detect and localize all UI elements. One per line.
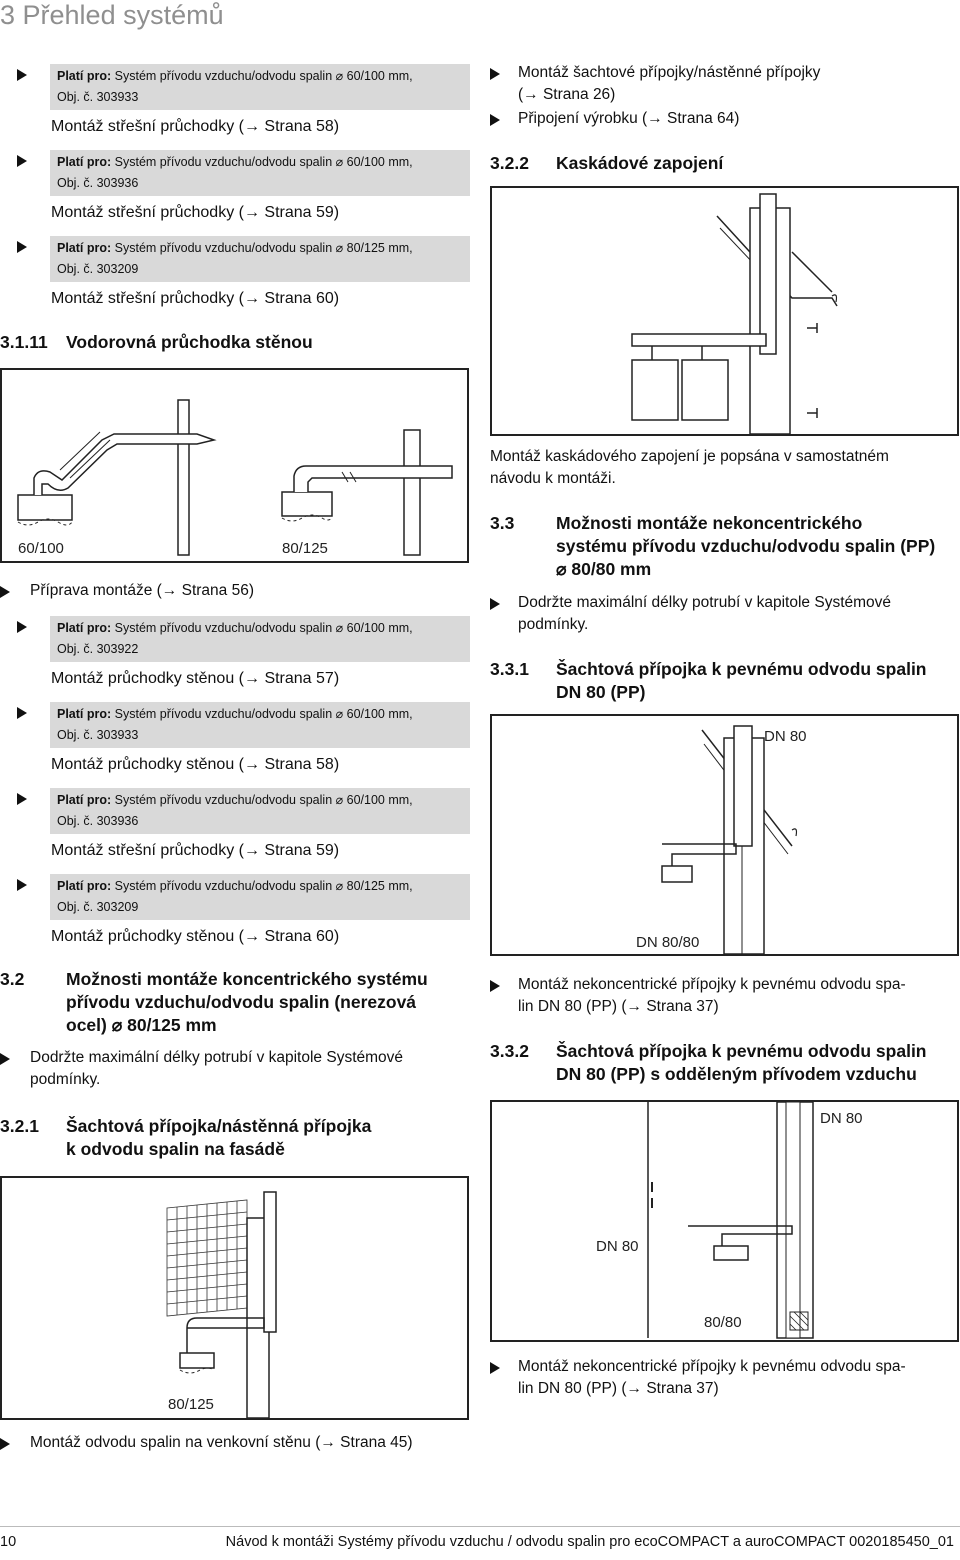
heading-title-line3: ⌀ 80/80 mm <box>556 559 652 579</box>
link-line1[interactable]: Montáž nekoncentrické přípojky k pevnému odvodu spa- <box>518 1358 906 1375</box>
item-3-3 <box>490 592 950 636</box>
prep-link[interactable]: Příprava montáže (→ Strana 56) <box>30 582 254 599</box>
heading-title-line3: ocel) ⌀ 80/125 mm <box>66 1015 217 1035</box>
heading-number: 3.3.2 <box>490 1041 529 1061</box>
note-prefix: Platí pro: <box>57 69 112 83</box>
product-connection-link[interactable]: Připojení výrobku (→ Strana 64) <box>518 110 740 127</box>
note-text: Systém přívodu vzduchu/odvodu spalin ⌀ 60/100 mm, <box>114 155 413 169</box>
figure-label-80-125: 80/125 <box>168 1396 214 1413</box>
note-prefix: Platí pro: <box>57 793 112 807</box>
item-3-3-1 <box>490 974 950 1018</box>
note-block-5 <box>18 702 470 782</box>
heading-title-line2: DN 80 (PP) <box>556 682 646 702</box>
cascade-diagram <box>492 188 957 434</box>
prep-item <box>0 580 470 602</box>
heading-title-line1: Možnosti montáže nekoncentrického <box>556 513 863 533</box>
item-facade <box>0 1432 470 1454</box>
applicability-note <box>50 64 470 110</box>
section-header-title: 3 Přehled systémů <box>0 0 224 30</box>
bullet-arrow-icon <box>17 879 27 891</box>
item-text-line2: podmínky. <box>30 1071 101 1088</box>
item-text-line1: Dodržte maximální délky potrubí v kapitole Systémové <box>30 1049 404 1066</box>
bullet-arrow-icon <box>490 980 500 992</box>
install-link[interactable]: Montáž střešní průchodky (→ Strana 59) <box>51 204 340 221</box>
heading-number: 3.3.1 <box>490 659 529 679</box>
heading-number: 3.2.2 <box>490 153 529 173</box>
note-block-4 <box>18 616 470 696</box>
heading-title-line2: systému přívodu vzduchu/odvodu spalin (PP) <box>556 536 936 556</box>
heading-3-3 <box>490 512 956 584</box>
link-line2[interactable]: lin DN 80 (PP) (→ Strana 37) <box>518 998 719 1015</box>
heading-number: 3.2 <box>0 969 25 989</box>
note-order-number: Obj. č. 303933 <box>57 728 139 742</box>
heading-3-3-1 <box>490 658 956 706</box>
figure-facade <box>0 1176 469 1420</box>
note-block-3 <box>18 236 470 316</box>
item-3-2 <box>0 1047 470 1091</box>
figure-label-80-125: 80/125 <box>282 540 328 557</box>
footer-text: Návod k montáži Systémy přívodu vzduchu / odvodu spalin pro ecoCOMPACT a auroCOMPACT 0020185450_01 <box>225 1534 954 1550</box>
note-prefix: Platí pro: <box>57 241 112 255</box>
note-block-6 <box>18 788 470 868</box>
note-text: Systém přívodu vzduchu/odvodu spalin ⌀ 80/125 mm, <box>114 879 413 893</box>
heading-title-line2: k odvodu spalin na fasádě <box>66 1139 285 1159</box>
footer-divider <box>0 1526 960 1527</box>
bullet-arrow-icon <box>490 1362 500 1374</box>
install-link[interactable]: Montáž průchodky stěnou (→ Strana 58) <box>51 756 340 773</box>
heading-title-line1: Šachtová přípojka k pevnému odvodu spalin <box>556 659 927 679</box>
heading-3-2-1 <box>0 1115 470 1163</box>
figure-label-60-100: 60/100 <box>18 540 64 557</box>
heading-number: 3.1.11 <box>0 332 48 352</box>
facade-diagram <box>2 1178 467 1418</box>
note-order-number: Obj. č. 303209 <box>57 900 139 914</box>
note-prefix: Platí pro: <box>57 621 112 635</box>
heading-3-2 <box>0 968 470 1040</box>
shaft-separate-air-diagram <box>492 1102 957 1340</box>
heading-3-3-2 <box>490 1040 956 1088</box>
cascade-text-line2: návodu k montáži. <box>490 470 616 487</box>
bullet-arrow-icon <box>0 1438 10 1450</box>
heading-title-line2: DN 80 (PP) s odděleným přívodem vzduchu <box>556 1064 917 1084</box>
wall-passage-diagram <box>2 370 467 561</box>
item-text-line1: Dodržte maximální délky potrubí v kapitole Systémové <box>518 594 892 611</box>
item-text-line2: podmínky. <box>518 616 589 633</box>
note-text: Systém přívodu vzduchu/odvodu spalin ⌀ 80/125 mm, <box>114 241 413 255</box>
install-link[interactable]: Montáž střešní průchodky (→ Strana 59) <box>51 842 340 859</box>
note-order-number: Obj. č. 303936 <box>57 814 139 828</box>
note-text: Systém přívodu vzduchu/odvodu spalin ⌀ 60/100 mm, <box>114 793 413 807</box>
bullet-arrow-icon <box>0 1053 10 1065</box>
heading-title: Vodorovná průchodka stěnou <box>66 332 313 352</box>
figure-cascade <box>490 186 959 436</box>
applicability-note <box>50 788 470 834</box>
shaft-dn80-diagram <box>492 716 957 954</box>
heading-3-1-11 <box>0 331 470 355</box>
heading-title: Kaskádové zapojení <box>556 153 724 173</box>
note-block-7 <box>18 874 470 954</box>
heading-title-line2: přívodu vzduchu/odvodu spalin (nerezová <box>66 992 417 1012</box>
heading-title-line1: Šachtová přípojka/nástěnná přípojka <box>66 1116 372 1136</box>
bullet-arrow-icon <box>17 621 27 633</box>
note-block-2 <box>18 150 470 230</box>
note-text: Systém přívodu vzduchu/odvodu spalin ⌀ 60/100 mm, <box>114 69 413 83</box>
bullet-arrow-icon <box>0 586 10 598</box>
figure-label-dn80-left: DN 80 <box>596 1238 639 1255</box>
install-link[interactable]: Montáž střešní průchodky (→ Strana 58) <box>51 118 340 135</box>
figure-wall-passage <box>0 368 469 563</box>
heading-number: 3.3 <box>490 513 515 533</box>
link-line2[interactable]: lin DN 80 (PP) (→ Strana 37) <box>518 1380 719 1397</box>
install-link[interactable]: Montáž střešní průchodky (→ Strana 60) <box>51 290 340 307</box>
bullet-arrow-icon <box>17 155 27 167</box>
applicability-note <box>50 150 470 196</box>
bullet-arrow-icon <box>17 707 27 719</box>
applicability-note <box>50 874 470 920</box>
page-number: 10 <box>0 1534 17 1550</box>
figure-shaft-separate-air <box>490 1100 959 1342</box>
figure-label-dn80-top: DN 80 <box>820 1110 863 1127</box>
install-link[interactable]: Montáž průchodky stěnou (→ Strana 57) <box>51 670 340 687</box>
link-line1[interactable]: Montáž nekoncentrické přípojky k pevnému odvodu spa- <box>518 976 906 993</box>
applicability-note <box>50 616 470 662</box>
note-prefix: Platí pro: <box>57 155 112 169</box>
figure-label-dn80-80: DN 80/80 <box>636 934 700 951</box>
note-prefix: Platí pro: <box>57 879 112 893</box>
facade-link[interactable]: Montáž odvodu spalin na venkovní stěnu (→ Strana 45) <box>30 1434 413 1451</box>
note-order-number: Obj. č. 303933 <box>57 90 139 104</box>
figure-shaft-dn80 <box>490 714 959 956</box>
heading-title-line1: Šachtová přípojka k pevnému odvodu spalin <box>556 1041 927 1061</box>
item-shaft <box>490 62 950 106</box>
install-link[interactable]: Montáž průchodky stěnou (→ Strana 60) <box>51 928 340 945</box>
applicability-note <box>50 702 470 748</box>
bullet-arrow-icon <box>490 598 500 610</box>
note-prefix: Platí pro: <box>57 707 112 721</box>
applicability-note <box>50 236 470 282</box>
shaft-link-line1[interactable]: Montáž šachtové přípojky/nástěnné přípojky <box>518 64 821 81</box>
note-text: Systém přívodu vzduchu/odvodu spalin ⌀ 60/100 mm, <box>114 621 413 635</box>
heading-title-line1: Možnosti montáže koncentrického systému <box>66 969 428 989</box>
note-order-number: Obj. č. 303922 <box>57 642 139 656</box>
note-order-number: Obj. č. 303936 <box>57 176 139 190</box>
cascade-text-line1: Montáž kaskádového zapojení je popsána v samostatném <box>490 448 889 465</box>
cascade-description <box>490 446 950 490</box>
figure-label-80-80: 80/80 <box>704 1314 742 1331</box>
bullet-arrow-icon <box>17 69 27 81</box>
bullet-arrow-icon <box>17 793 27 805</box>
note-order-number: Obj. č. 303209 <box>57 262 139 276</box>
shaft-link-line2[interactable]: (→ Strana 26) <box>518 86 616 103</box>
bullet-arrow-icon <box>17 241 27 253</box>
figure-label-dn80-top: DN 80 <box>764 728 807 745</box>
bullet-arrow-icon <box>490 114 500 126</box>
item-3-3-2 <box>490 1356 950 1400</box>
heading-3-2-2 <box>490 152 950 176</box>
note-text: Systém přívodu vzduchu/odvodu spalin ⌀ 60/100 mm, <box>114 707 413 721</box>
item-product-connection <box>490 108 950 130</box>
bullet-arrow-icon <box>490 68 500 80</box>
heading-number: 3.2.1 <box>0 1116 39 1136</box>
